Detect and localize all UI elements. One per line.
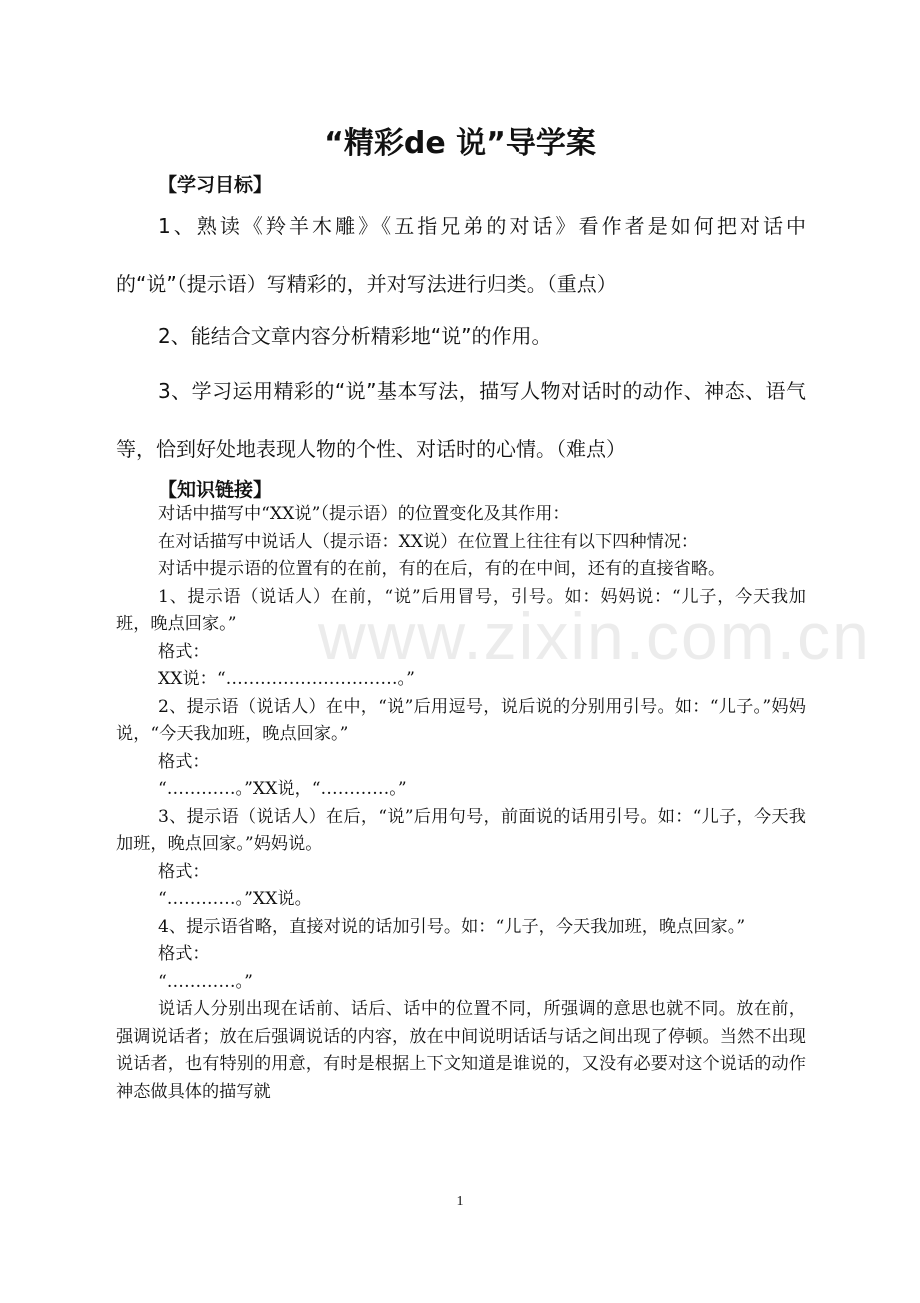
format-example: “…………。”XX说，“…………。” xyxy=(158,779,407,799)
knowledge-link-body xyxy=(116,501,806,1106)
format-label: 格式： xyxy=(158,944,210,964)
paragraph: 对话中提示语的位置有的在前，有的在后，有的在中间，还有的直接省略。 xyxy=(158,559,726,579)
knowledge-link-heading: 【知识链接】 xyxy=(158,479,273,501)
watermark: www.zixin.com.cn xyxy=(318,599,871,673)
paragraph: 在对话描写中说话人（提示语：XX说）在位置上往往有以下四种情况： xyxy=(158,531,699,552)
format-example: “…………。” xyxy=(158,971,253,992)
learning-goal-2: 2、能结合文章内容分析精彩地“说”的作用。 xyxy=(158,324,552,348)
format-label: 格式： xyxy=(158,641,210,662)
paragraph: 2、提示语（说话人）在中，“说”后用逗号，说后说的分别用引号。如：“儿子。”妈妈说，“今天我加班，晚点回家。” xyxy=(116,696,806,744)
format-label: 格式： xyxy=(158,861,210,882)
paragraph: 说话人分别出现在话前、话后、话中的位置不同，所强调的意思也就不同。放在前，强调说话者；放在后强调说话的内容，放在中间说明话话与话之间出现了停顿。当然不出现说话者，也有特别的用意，有时是根据上下文知道是谁说的，又没有必要对这个说话的动作神态做具体的描写就 xyxy=(116,999,806,1102)
learning-goal-1: 1、熟读《羚羊木雕》《五指兄弟的对话》看作者是如何把对话中的“说”（提示语）写精彩的，并对写法进行归类。（重点） xyxy=(116,214,806,296)
learning-goal-3: 3、学习运用精彩的“说”基本写法，描写人物对话时的动作、神态、语气等，恰到好处地表现人物的个性、对话时的心情。（难点） xyxy=(116,379,806,461)
learning-goals-heading: 【学习目标】 xyxy=(158,174,273,196)
format-label: 格式： xyxy=(158,751,210,772)
page-title: “精彩de 说”导学案 xyxy=(324,126,596,161)
paragraph: 3、提示语（说话人）在后，“说”后用句号，前面说的话用引号。如：“儿子，今天我加班，晚点回家。”妈妈说。 xyxy=(116,806,806,854)
paragraph: 1、提示语（说话人）在前，“说”后用冒号，引号。如：妈妈说：“儿子，今天我加班，晚点回家。” xyxy=(116,586,806,634)
format-example: “…………。”XX说。 xyxy=(158,889,312,909)
format-example: XX说：“…………………………。” xyxy=(158,669,415,689)
paragraph: 对话中描写中“XX说”（提示语）的位置变化及其作用： xyxy=(158,504,570,524)
page-number: 1 xyxy=(456,1194,464,1209)
paragraph: 4、提示语省略，直接对说的话加引号。如：“儿子，今天我加班，晚点回家。” xyxy=(158,916,746,937)
